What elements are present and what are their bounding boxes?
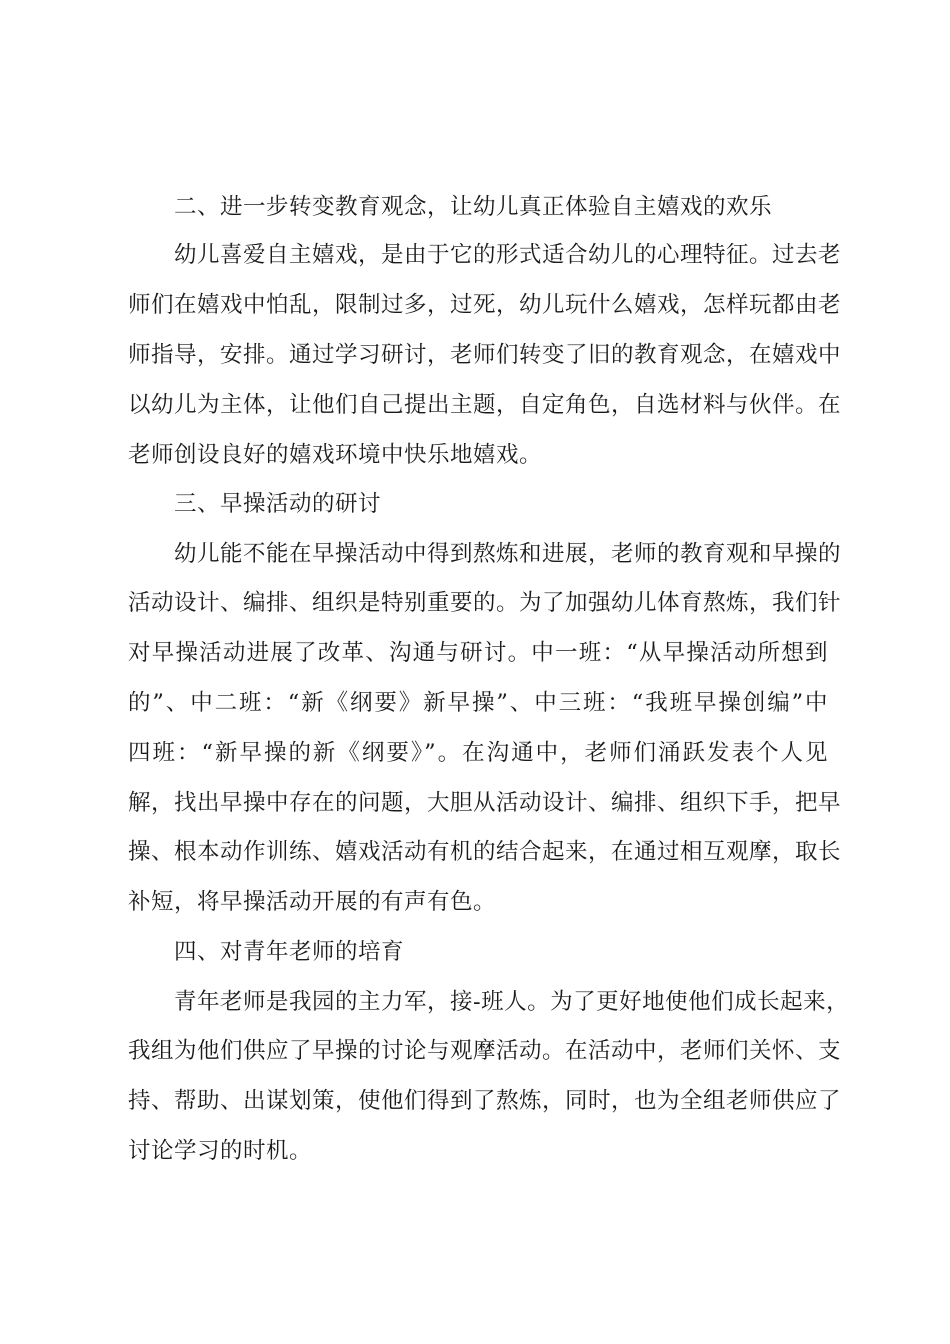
paragraph-line: 解，找出早操中存在的问题，大胆从活动设计、编排、组织下手，把早 bbox=[128, 790, 842, 816]
paragraph-line: 师指导，安排。通过学习研讨，老师们转变了旧的教育观念，在嬉戏中 bbox=[128, 342, 842, 368]
paragraph-line: 幼儿能不能在早操活动中得到熬炼和进展，老师的教育观和早操的 bbox=[174, 541, 842, 567]
section-heading-3: 三、早操活动的研讨 bbox=[174, 491, 382, 517]
paragraph-line: 补短，将早操活动开展的有声有色。 bbox=[128, 889, 497, 915]
paragraph-line: 持、帮助、出谋划策，使他们得到了熬炼，同时，也为全组老师供应了 bbox=[128, 1088, 842, 1114]
paragraph-line: 四班：“新早操的新《纲要》”。在沟通中，老师们涌跃发表个人见 bbox=[128, 740, 828, 766]
paragraph-line: 活动设计、编排、组织是特别重要的。为了加强幼儿体育熬炼，我们针 bbox=[128, 590, 842, 616]
paragraph-line: 青年老师是我园的主力军，接-班人。为了更好地使他们成长起来， bbox=[174, 989, 850, 1015]
section-heading-2: 二、进一步转变教育观念，让幼儿真正体验自主嬉戏的欢乐 bbox=[174, 194, 773, 220]
paragraph-line: 以幼儿为主体，让他们自己提出主题，自定角色，自选材料与伙伴。在 bbox=[128, 392, 842, 418]
paragraph-line: 老师创设良好的嬉戏环境中快乐地嬉戏。 bbox=[128, 442, 543, 468]
paragraph-line: 幼儿喜爱自主嬉戏，是由于它的形式适合幼儿的心理特征。过去老 bbox=[174, 242, 842, 268]
paragraph-line: 我组为他们供应了早操的讨论与观摩活动。在活动中，老师们关怀、支 bbox=[128, 1038, 842, 1064]
paragraph-line: 师们在嬉戏中怕乱，限制过多，过死，幼儿玩什么嬉戏，怎样玩都由老 bbox=[128, 292, 842, 318]
paragraph-line: 操、根本动作训练、嬉戏活动有机的结合起来，在通过相互观摩，取长 bbox=[128, 839, 842, 865]
paragraph-line: 对早操活动进展了改革、沟通与研讨。中一班：“从早操活动所想到 bbox=[128, 640, 828, 666]
paragraph-line: 讨论学习的时机。 bbox=[128, 1138, 313, 1164]
paragraph-line: 的”、中二班：“新《纲要》新早操”、中三班：“我班早操创编”中 bbox=[128, 690, 828, 716]
section-heading-4: 四、对青年老师的培育 bbox=[174, 939, 405, 965]
